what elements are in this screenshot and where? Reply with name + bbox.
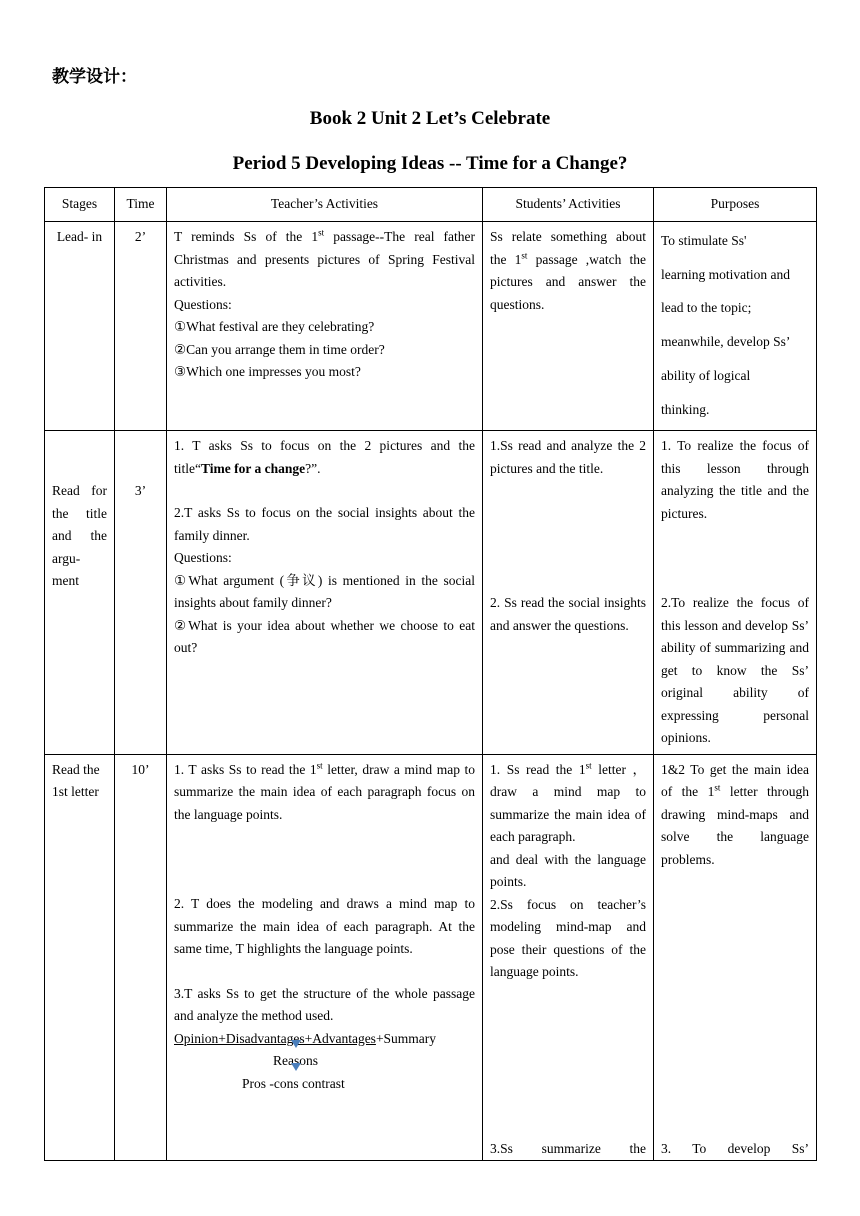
header-teacher-activities: Teacher’s Activities — [167, 188, 483, 222]
time-cell: 2’ — [115, 222, 167, 431]
purpose-line: To stimulate Ss' — [661, 233, 747, 248]
stage-cell: Read the 1st letter — [45, 754, 115, 1160]
question-item: ②What is your idea about whether we choose to eat out? — [174, 617, 475, 656]
purpose-line: lead to the topic; — [661, 300, 752, 316]
table-row — [45, 222, 817, 431]
purpose-3: 3. To develop Ss’ — [661, 1141, 809, 1157]
structure-line: Opinion+Disadvantages+Advantages+Summary — [174, 1030, 437, 1046]
table-header-row — [45, 188, 817, 222]
purpose-1-2: 1&2 To get the main idea of the 1st letter through drawing mind-maps and solve the language problems. — [661, 761, 809, 867]
teacher-step-2: 2.T asks Ss to focus on the social insights about the family dinner. — [174, 505, 475, 543]
teacher-activities-cell — [167, 222, 483, 431]
header-stages: Stages — [45, 188, 115, 222]
purposes-cell — [654, 222, 817, 431]
student-step-1-cont: and deal with the language points. — [490, 851, 646, 890]
questions-label: Questions: — [174, 296, 232, 312]
reasons-label: Reasons — [273, 1053, 318, 1069]
teacher-intro: T reminds Ss of the 1st passage--The real father Christmas and presents pictures of Spring Festival activities. — [174, 227, 476, 289]
student-step-2: 2.Ss focus on teacher’s modeling mind-map and pose their questions of the language points. — [490, 896, 646, 980]
purposes-cell — [654, 431, 817, 755]
lesson-plan-table — [44, 187, 817, 1161]
purpose-line: learning motivation and — [661, 266, 790, 282]
purpose-line: meanwhile, develop Ss’ — [661, 334, 791, 350]
student-step-2: 2. Ss read the social insights and answer the questions. — [490, 595, 646, 633]
header-students-activities: Students’ Activities — [483, 188, 654, 222]
students-activities-cell — [483, 754, 654, 1160]
question-item: ①What argument (争议) is mentioned in the social insights about family dinner? — [174, 572, 475, 611]
time-cell: 10’ — [115, 754, 167, 1160]
teacher-step-2: 2. T does the modeling and draws a mind map to summarize the main idea of each paragraph. At the same time, T highlights the language points. — [174, 896, 475, 957]
purposes-cell — [654, 754, 817, 1160]
purpose-1: 1. To realize the focus of this lesson through analyzing the title and the pictures. — [661, 438, 809, 521]
header-time: Time — [115, 188, 167, 222]
students-activities-cell: Ss relate something about the 1st passage ,watch the pictures and answer the questions. — [483, 222, 654, 431]
table-row — [45, 431, 817, 755]
lesson-title: Book 2 Unit 2 Let’s Celebrate — [309, 108, 551, 129]
teacher-step-1: 1. T asks Ss to read the 1st letter, draw a mind map to summarize the main idea of each paragraph focus on the language points. — [174, 760, 475, 822]
questions-label: Questions: — [174, 550, 232, 566]
header-purposes: Purposes — [654, 188, 817, 222]
table-row — [45, 754, 817, 1160]
stage-cell: Read for the title and the argu- ment — [45, 431, 115, 755]
page-heading: 教学设计： — [52, 67, 137, 87]
question-item: ②Can you arrange them in time order? — [174, 341, 385, 357]
purpose-2: 2.To realize the focus of this lesson and develop Ss’ ability of summarizing and get to know the Ss’ original ability of expressing personal opinions. — [661, 595, 809, 746]
teacher-activities-cell — [167, 431, 483, 755]
purpose-line: ability of logical — [661, 367, 751, 383]
teacher-step-1: 1. T asks Ss to focus on the 2 pictures and the title“Time for a change?”. — [174, 438, 475, 476]
question-item: ③Which one impresses you most? — [174, 364, 361, 379]
question-item: ①What festival are they celebrating? — [174, 319, 375, 334]
student-step-3: 3.Ss summarize the — [490, 1141, 646, 1157]
lesson-subtitle: Period 5 Developing Ideas -- Time for a Change? — [232, 153, 628, 174]
stage-cell: Lead- in — [45, 222, 115, 431]
student-step-1: 1. Ss read the 1st letter ，draw a mind map to summarize the main idea of each paragraph. — [490, 760, 647, 845]
students-activities-cell — [483, 431, 654, 755]
teacher-step-3: 3.T asks Ss to get the structure of the whole passage and analyze the method used. — [174, 985, 475, 1024]
student-step-1: 1.Ss read and analyze the 2 pictures and the title. — [490, 438, 646, 476]
purpose-line: thinking. — [661, 401, 710, 417]
teacher-activities-cell — [167, 754, 483, 1160]
time-cell: 3’ — [115, 431, 167, 755]
pros-cons-label: Pros -cons contrast — [242, 1075, 345, 1091]
